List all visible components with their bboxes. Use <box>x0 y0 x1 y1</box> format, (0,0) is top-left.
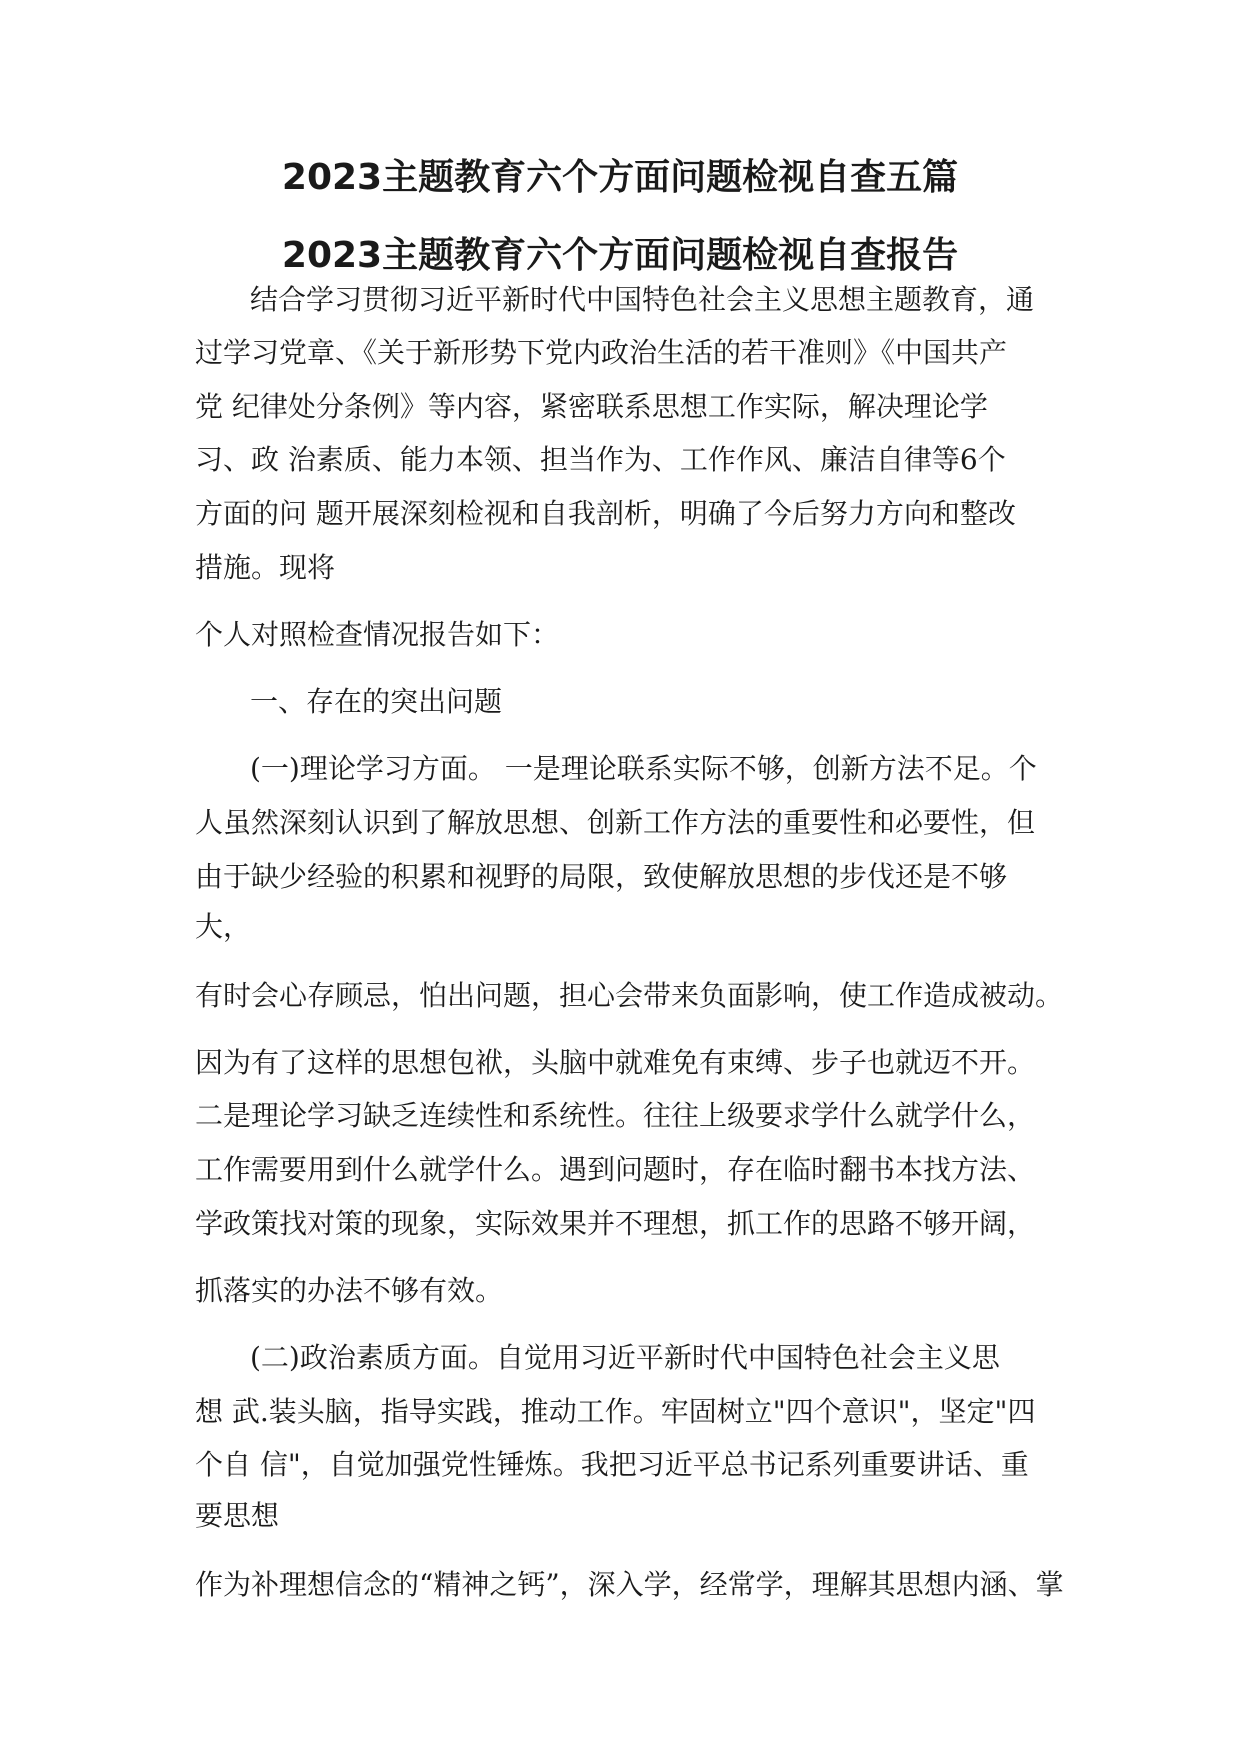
body-line: (二)政治素质方面。自觉用习近平新时代中国特色社会主义思 <box>250 1341 1000 1374</box>
body-line: 由于缺少经验的积累和视野的局限，致使解放思想的步伐还是不够 <box>195 860 1008 893</box>
body-line: 过学习党章、《关于新形势下党内政治生活的若干准则》《中国共产 <box>195 336 1008 369</box>
body-line: 个人对照检查情况报告如下： <box>195 618 560 651</box>
body-line: 要思想 <box>195 1499 280 1532</box>
section-heading: 一、存在的突出问题 <box>250 685 503 718</box>
body-line: 抓落实的办法不够有效。 <box>195 1274 504 1307</box>
body-line: 作为补理想信念的“精神之钙”，深入学，经常学，理解其思想内涵、掌 <box>195 1568 1064 1601</box>
body-line: 想 武.装头脑，指导实践，推动工作。牢固树立"四个意识"，坚定"四 <box>195 1395 1036 1428</box>
body-line: 人虽然深刻认识到了解放思想、创新工作方法的重要性和必要性，但 <box>195 806 1036 839</box>
body-line: 方面的问 题开展深刻检视和自我剖析，明确了今后努力方向和整改 <box>195 497 1016 530</box>
body-line: 二是理论学习缺乏连续性和系统性。往往上级要求学什么就学什么， <box>195 1099 1036 1132</box>
body-line: 工作需要用到什么就学什么。遇到问题时，存在临时翻书本找方法、 <box>195 1153 1036 1186</box>
body-line: 结合学习贯彻习近平新时代中国特色社会主义思想主题教育，通 <box>250 283 1035 316</box>
body-line: 习、政 治素质、能力本领、担当作为、工作作风、廉洁自律等6个 <box>195 443 1006 476</box>
report-title: 2023主题教育六个方面问题检视自查报告 <box>281 235 959 276</box>
body-line: (一)理论学习方面。 一是理论联系实际不够，创新方法不足。个 <box>250 752 1037 785</box>
body-line: 因为有了这样的思想包袱，头脑中就难免有束缚、步子也就迈不开。 <box>195 1046 1036 1079</box>
body-line: 大， <box>195 910 252 943</box>
body-line: 个自 信"，自觉加强党性锤炼。我把习近平总书记系列重要讲话、重 <box>195 1448 1029 1481</box>
body-line: 有时会心存顾忌，怕出问题，担心会带来负面影响，使工作造成被动。 <box>195 979 1064 1012</box>
body-line: 学政策找对策的现象，实际效果并不理想，抓工作的思路不够开阔， <box>195 1207 1036 1240</box>
body-line: 党 纪律处分条例》等内容，紧密联系思想工作实际，解决理论学 <box>195 390 988 423</box>
document-title: 2023主题教育六个方面问题检视自查五篇 <box>281 157 959 198</box>
body-line: 措施。现将 <box>195 551 336 584</box>
